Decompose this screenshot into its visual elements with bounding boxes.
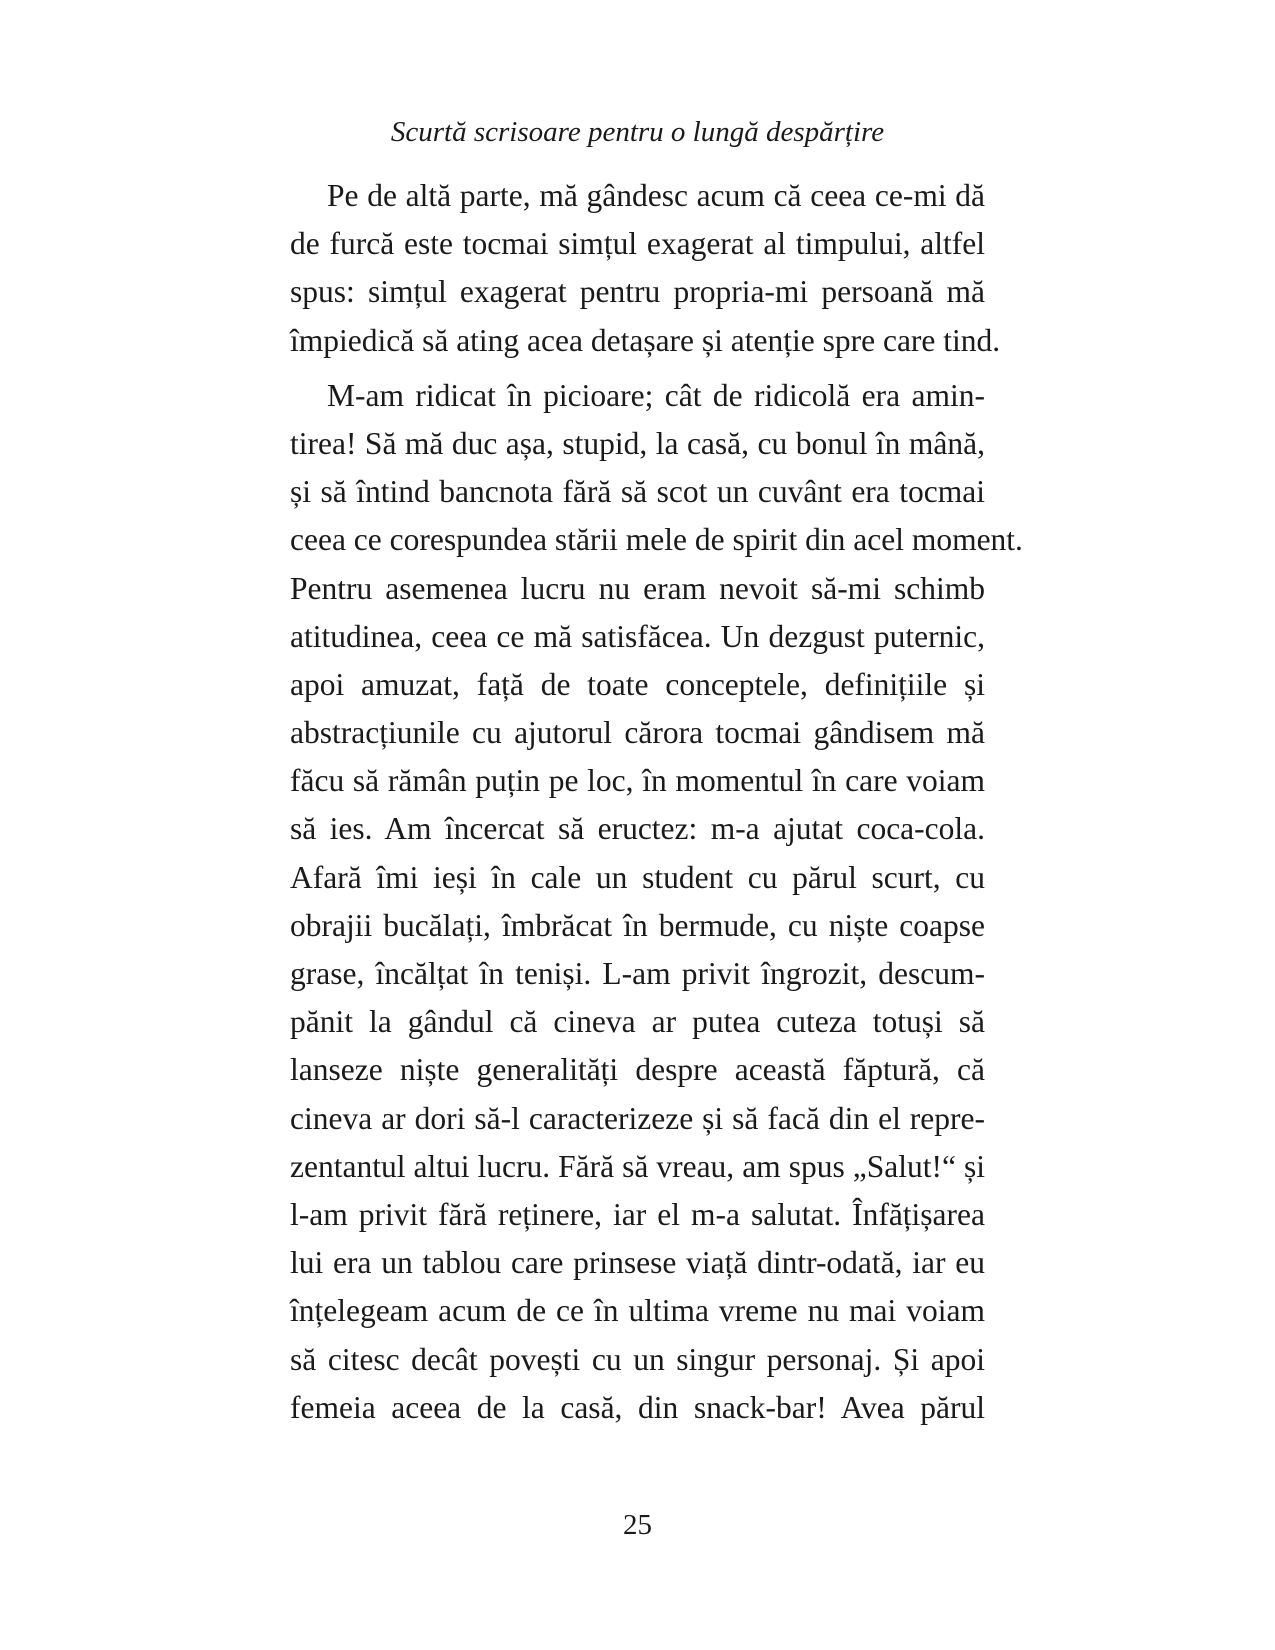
paragraph	[290, 172, 1001, 365]
page-number: 25	[623, 1509, 652, 1541]
text-line: l-am privit fără reținere, iar el m-a salutat. Înfățișarea	[290, 1196, 985, 1232]
text-line: Pe de altă parte, mă gândesc acum că ceea ce-mi dă	[327, 178, 985, 213]
text-line: abstracțiunile cu ajutorul cărora tocmai gândisem mă	[290, 715, 985, 751]
text-line: făcu să rămân puțin pe loc, în momentul în care voiam	[290, 763, 985, 799]
text-line: zentantul altui lucru. Fără să vreau, am spus „Salut!“ și	[290, 1148, 985, 1184]
text-line: pănit la gândul că cineva ar putea cuteza totuși să	[290, 1004, 985, 1040]
text-line: de furcă este tocmai simțul exagerat al timpului, altfel	[290, 226, 985, 262]
text-line: ceea ce corespundea stării mele de spirit din acel moment.	[290, 522, 1023, 558]
text-line: lui era un tablou care prinsese viață dintr-odată, iar eu	[290, 1245, 985, 1281]
running-head: Scurtă scrisoare pentru o lungă despărțire	[390, 116, 885, 148]
text-line: obrajii bucălați, îmbrăcat în bermude, cu niște coapse	[290, 907, 985, 943]
text-line: cineva ar dori să-l caracterizeze și să facă din el repre-	[290, 1100, 985, 1136]
text-line: atitudinea, ceea ce mă satisfăcea. Un dezgust puternic,	[290, 618, 985, 654]
text-line: tirea! Să mă duc așa, stupid, la casă, cu bonul în mână,	[290, 425, 985, 461]
text-line: apoi amuzat, față de toate conceptele, definițiile și	[290, 666, 985, 702]
text-line: spus: simțul exagerat pentru propria-mi persoană mă	[290, 274, 985, 310]
text-line: M-am ridicat în picioare; cât de ridicolă era amin-	[327, 377, 985, 413]
text-line: și să întind bancnota fără să scot un cuvânt era tocmai	[290, 474, 985, 510]
text-line: împiedică să ating acea detașare și atenție spre care tind.	[290, 322, 1001, 358]
text-line: Pentru asemenea lucru nu eram nevoit să-mi schimb	[290, 570, 985, 606]
paragraph	[290, 372, 1023, 1432]
text-line: lanseze niște generalități despre această făptură, că	[290, 1052, 985, 1088]
text-line: să citesc decât povești cu un singur personaj. Și apoi	[290, 1341, 985, 1377]
text-line: să ies. Am încercat să eructez: m-a ajutat coca-cola.	[290, 811, 985, 847]
text-line: Afară îmi ieși în cale un student cu părul scurt, cu	[290, 859, 985, 895]
text-line: femeia aceea de la casă, din snack-bar! Avea părul	[290, 1389, 985, 1425]
body-text	[290, 172, 1023, 1432]
text-line: înțelegeam acum de ce în ultima vreme nu mai voiam	[290, 1293, 985, 1329]
text-line: grase, încălțat în teniși. L-am privit îngrozit, descum-	[290, 956, 985, 991]
